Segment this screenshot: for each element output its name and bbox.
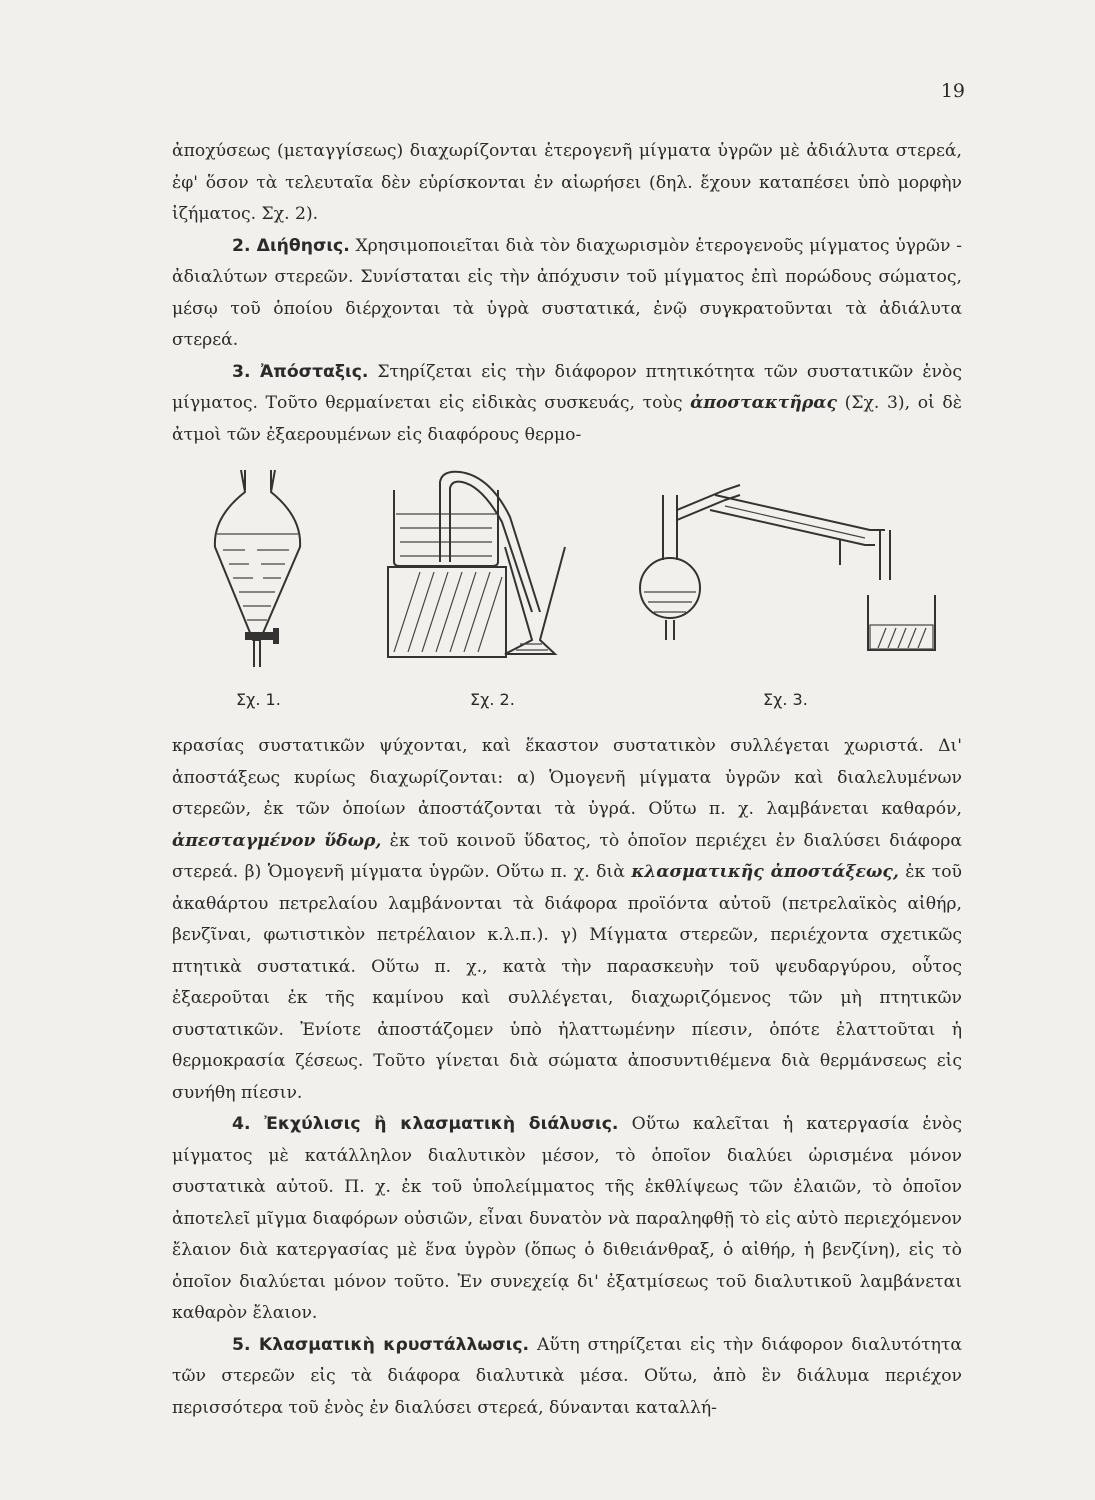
- distillation-text-2: ἐκ τοῦ κοινοῦ ὕδατος, τὸ ὁποῖον περιέχει ἐν διαλύσει διάφορα στερεά. β) Ὁμογενῆ μίγματα ὑγρῶν. Οὕτω π. χ. διὰ: [172, 830, 963, 882]
- paragraph-decantation: ἀποχύσεως (μεταγγίσεως) διαχωρίζονται ἑτερογενῆ μίγματα ὑγρῶν μὲ ἀδιάλυτα στερεά, ἐφ' ὅσον τὰ τελευταῖα δὲν εὑρίσκονται ἐν αἰωρήσει (δηλ. ἔχουν καταπέσει ὑπὸ μορφὴν ἰζήματος. Σχ. 2).: [172, 141, 962, 224]
- distillation-text-end: (Σχ. 3), οἱ δὲ ἀτμοὶ τῶν ἐξαερουμένων εἰς διαφόρους θερμο-: [172, 393, 963, 445]
- fractional-distillation-term: κλασματικῆς ἀποστάξεως,: [631, 862, 899, 882]
- figure-separatory-funnel: [205, 462, 310, 677]
- heading-distillation: 3. Ἀπόσταξις.: [232, 361, 369, 382]
- heading-filtration: 2. Διήθησις.: [232, 235, 350, 256]
- heading-extraction: 4. Ἐκχύλισις ἢ κλασματικὴ διάλυσις.: [232, 1114, 619, 1134]
- figure-3-caption: Σχ. 3.: [763, 690, 808, 709]
- paragraph-distillation-continued: [172, 731, 962, 1109]
- crystallization-text: Αὕτη στηρίζεται εἰς τὴν διάφορον διαλυτότητα τῶν στερεῶν εἰς τὰ διάφορα διαλυτικὰ μέσα. Οὕτω, ἀπὸ ἓν διάλυμα περιέχον περισσότερα τοῦ ἑνὸς ἐν διαλύσει στερεά, δύνανται καταλλή-: [172, 1334, 963, 1418]
- figure-1-caption: Σχ. 1.: [236, 690, 281, 709]
- heading-crystallization: 5. Κλασματικὴ κρυστάλλωσις.: [232, 1334, 530, 1355]
- page-number: 19: [940, 80, 965, 102]
- filtration-text: Χρησιμοποιεῖται διὰ τὸν διαχωρισμὸν ἑτερογενοῦς μίγματος ὑγρῶν - ἀδιαλύτων στερεῶν. Συνίσταται εἰς τὴν ἀπόχυσιν τοῦ μίγματος ἐπὶ πορώδους σώματος, μέσῳ τοῦ ὁποίου διέρχονται τὰ ὑγρὰ συστατικά, ἐνῷ συγκρατοῦνται τὰ ἀδιάλυτα στερεά.: [172, 235, 962, 350]
- distillation-continued-text: κρασίας συστατικῶν ψύχονται, καὶ ἕκαστον συστατικὸν συλλέγεται χωριστά. Δι' ἀποστάξεως κυρίως διαχωρίζονται: α) Ὁμογενῆ μίγματα ὑγρῶν καὶ διαλελυμένων στερεῶν, ἐκ τῶν ὁποίων ἀποστάζονται τὰ ὑγρά. Οὕτω π. χ. λαμβάνεται καθαρόν,: [172, 736, 962, 819]
- paragraph-filtration: [172, 231, 962, 357]
- paragraph-crystallization: [172, 1330, 962, 1425]
- figure-distillation-apparatus: [630, 470, 940, 655]
- paragraph-distillation: [172, 357, 962, 452]
- distilled-water-term: ἀπεσταγμένον ὕδωρ,: [172, 830, 382, 851]
- distillation-text: Στηρίζεται εἰς τὴν διάφορον πτητικότητα τῶν συστατικῶν ἑνὸς μίγματος. Τοῦτο θερμαίνεται εἰς εἰδικὰς συσκευάς, τοὺς: [172, 361, 962, 413]
- text-block-top: [172, 136, 962, 451]
- extraction-text: Οὕτω καλεῖται ἡ κατεργασία ἑνὸς μίγματος μὲ κατάλληλον διαλυτικὸν μέσον, τὸ ὁποῖον διαλύει ὡρισμένα μόνον συστατικὰ αὐτοῦ. Π. χ. ἐκ τοῦ ὑπολείμματος τῆς ἐκθλίψεως τῶν ἐλαιῶν, τὸ ὁποῖον ἀποτελεῖ μῖγμα διαφόρων οὐσιῶν, εἶναι δυνατὸν νὰ παραληφθῇ τὸ εἰς αὐτὸ περιεχόμενον ἔλαιον διὰ κατεργασίας μὲ ἕνα ὑγρὸν (ὅπως ὁ διθειάνθραξ, ὁ αἰθήρ, ἡ βενζίνη), εἰς τὸ ὁποῖον διαλύεται μόνον τοῦτο. Ἐν συνεχείᾳ δι' ἐξατμίσεως τοῦ διαλυτικοῦ λαμβάνεται καθαρὸν ἔλαιον.: [172, 1114, 962, 1323]
- paragraph-extraction: [172, 1109, 962, 1330]
- figure-2-caption: Σχ. 2.: [470, 690, 515, 709]
- text-block-bottom: [172, 731, 962, 1424]
- figure-decantation: [380, 462, 575, 662]
- distillers-term: ἀποστακτῆρας: [690, 393, 837, 413]
- distillation-text-3: ἐκ τοῦ ἀκαθάρτου πετρελαίου λαμβάνονται τὰ διάφορα προϊόντα αὐτοῦ (πετρελαϊκὸς αἰθήρ, βενζῖναι, φωτιστικὸν πετρέλαιον κ.λ.π.). γ) Μίγματα στερεῶν, περιέχοντα σχετικῶς πτητικὰ συστατικά. Οὕτω π. χ., κατὰ τὴν παρασκευὴν τοῦ ψευδαργύρου, οὗτος ἐξαεροῦται ἐκ τῆς καμίνου καὶ συλλέγεται, διαχωριζόμενος τῶν μὴ πτητικῶν συστατικῶν. Ἐνίοτε ἀποστάζομεν ὑπὸ ἠλαττωμένην πίεσιν, ὁπότε ἐλαττοῦται ἡ θερμοκρασία ζέσεως. Τοῦτο γίνεται διὰ σώματα ἀποσυντιθέμενα διὰ θερμάνσεως εἰς συνήθη πίεσιν.: [172, 862, 962, 1103]
